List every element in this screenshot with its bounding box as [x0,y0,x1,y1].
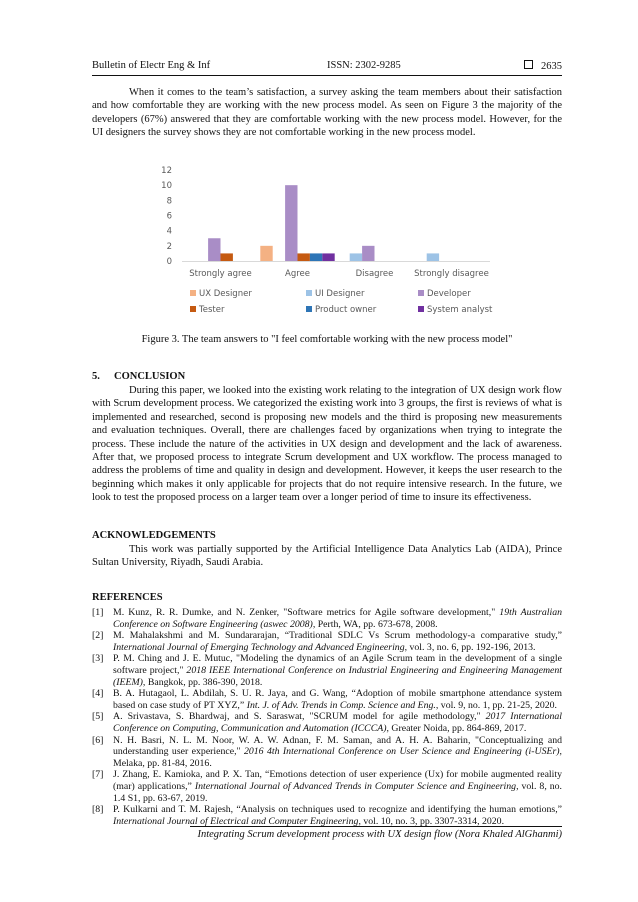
section-title: CONCLUSION [114,371,186,382]
bar-system-analyst [322,253,334,261]
y-tick-label: 8 [166,196,172,207]
x-category-label: Strongly agree [189,269,252,279]
bar-tester [221,253,233,261]
reference-details: , vol. 3, no. 6, pp. 192-196, 2013. [404,641,536,653]
reference-venue: 2017 International Conference on Computing, Communication and Automation (ICCCA) [113,711,563,734]
reference-details: , vol. 8, no. 1.4 S1, pp. 63-67, 2019. [113,780,563,804]
reference-number: [7] [92,769,104,781]
reference-details: , vol. 9, no. 1, pp. 21-25, 2020. [435,699,557,711]
legend-label: UX Designer [199,289,252,299]
legend-swatch [418,306,424,312]
bar-ui-designer [350,253,362,261]
y-tick-label: 0 [166,257,172,267]
reference-item [92,653,562,688]
journal-name: Bulletin of Electr Eng & Inf [92,60,211,71]
reference-number: [1] [92,607,104,618]
legend-swatch [306,306,312,312]
bar-developer [208,238,220,261]
reference-item [92,688,562,711]
page-header [92,60,562,76]
reference-number: [5] [92,711,104,723]
reference-authors-title: A. Srivastava, S. Bhardwaj, and S. Saraswat, "SCRUM model for agile methodology," [113,711,486,723]
reference-number: [2] [92,630,104,642]
page-number-block [524,60,562,72]
references-list [92,607,562,827]
reference-item [92,630,562,653]
issn: ISSN: 2302-9285 [327,60,401,71]
bar-product-owner [310,253,322,261]
legend-swatch [190,290,196,296]
bar-chart [150,162,500,327]
legend-label: Tester [199,305,225,315]
bar-tester [298,253,310,261]
y-tick-label: 10 [161,181,172,192]
legend-swatch [418,290,424,296]
references-heading: REFERENCES [92,592,163,603]
reference-venue: Int. J. of Adv. Trends in Comp. Science and Eng. [246,699,436,711]
bar-ux-designer [260,246,272,261]
reference-details: , vol. 10, no. 3, pp. 3307-3314, 2020. [358,815,505,827]
legend-label: System analyst [427,305,493,315]
section-number: 5. [92,371,100,382]
conclusion-text: During this paper, we looked into the existing work relating to the integration of UX design work flow with Scrum development process. We categorized the existing work into 3 groups, the first is reviews of what is implemented and researched, second is proposing new models and the third is proposing new measurements and evaluation techniques. Overall, there are challenges faced by organizations when trying to integrate the process. These include the nature of the activities in UX design and development and the lack of awareness. After that, we proposed process to integrate Scrum development and UX workflow. The process managed to address the problems of time and quality in design and development. However, it keeps the user research to the beginning which makes it only applicable for projects that do not require intensive research. In the future, we look to test the proposed process on a larger team over a longer period of time to insure its effectiveness. [92,385,562,504]
acknowledgements-text: This work was partially supported by the Artificial Intelligence Data Analytics Lab (AIDA), Prince Sultan University, Riyadh, Saudi Arabia. [92,544,562,569]
reference-authors-title: N. H. Basri, N. L. M. Noor, W. A. W. Adnan, F. M. Saman, and A. H. A. Baharin, "Conceptualizing and understanding user experience," [113,734,562,758]
reference-authors-title: M. Kunz, R. R. Dumke, and N. Zenker, "Software metrics for Agile software development," [113,607,500,618]
y-tick-label: 2 [166,241,172,252]
reference-authors-title: P. M. Ching and J. E. Mutuc, "Modeling the dynamics of an Agile Scrum team in the development of a single software project," [113,653,562,676]
reference-number: [4] [92,688,104,700]
reference-venue: 19th Australian Conference on Software Engineering (aswec 2008) [113,607,562,630]
reference-details: , Bangkok, pp. 386-390, 2018. [142,676,263,688]
reference-venue: International Journal of Emerging Technology and Advanced Engineering [113,641,405,653]
running-footer: Integrating Scrum development process with UX design flow (Nora Khaled AlGhanmi) [197,829,562,840]
header-rule [92,75,562,76]
reference-number: [8] [92,804,104,816]
reference-item [92,769,562,804]
reference-details: , Perth, WA, pp. 673-678, 2008. [312,618,438,630]
x-category-label: Disagree [355,269,394,279]
legend-label: Product owner [315,305,377,315]
y-tick-label: 4 [166,226,172,237]
figure-3-chart [150,162,500,327]
reference-venue: 2018 IEEE International Conference on Industrial Engineering and Engineering Management (IEEM) [113,664,563,688]
reference-item [92,607,562,630]
footer-rule [190,826,562,827]
checkbox-square-icon [524,60,533,69]
legend-swatch [190,306,196,312]
legend-label: UI Designer [315,289,365,299]
bar-developer [285,185,297,261]
reference-venue: International Journal of Advanced Trends in Computer Science and Engineering [194,780,517,792]
bar-developer [362,246,374,261]
acknowledgements-heading: ACKNOWLEDGEMENTS [92,530,216,541]
reference-item [92,804,562,827]
intro-paragraph: When it comes to the team’s satisfaction, a survey asking the team members about their satisfaction and how comfortable they are working with the new process model. As seen on Figure 3 the majority of the developers (67%) answered that they are comfortable working with the new process model. However, for the UI designers the survey shows they are not comfortable working in the new process model. [92,87,562,139]
legend-swatch [306,290,312,296]
reference-details: , Melaka, pp. 81-84, 2016. [113,746,562,769]
x-category-label: Strongly disagree [414,269,489,279]
reference-number: [6] [92,734,104,746]
reference-authors-title: J. Zhang, E. Kamioka, and P. X. Tan, “Emotions detection of user experience (Ux) for mobile augmented reality (mar) applications,” [113,769,562,792]
x-category-label: Agree [285,269,310,279]
reference-authors-title: B. A. Hutagaol, L. Abdilah, S. U. R. Jaya, and G. Wang, “Adoption of mobile smartphone attendance system based on case study of PT XYZ,” [113,688,562,711]
figure-caption: Figure 3. The team answers to "I feel comfortable working with the new process model" [141,334,513,345]
reference-authors-title: M. Mahalakshmi and M. Sundararajan, “Traditional SDLC Vs Scrum methodology-a comparative study,” [113,630,562,642]
y-tick-label: 12 [161,166,172,176]
y-tick-label: 6 [166,211,172,222]
reference-venue: 2016 4th International Conference on User Science and Engineering (i-USEr) [243,746,560,758]
reference-venue: International Journal of Electrical and Computer Engineering [113,815,359,827]
reference-authors-title: P. Kulkarni and T. M. Rajesh, “Analysis on techniques used to recognize and identifying the human emotions,” [113,804,562,816]
conclusion-heading [92,371,185,382]
bar-ui-designer [427,253,439,261]
reference-details: , Greater Noida, pp. 864-869, 2017. [386,722,527,734]
reference-item [92,735,562,770]
page-number: 2635 [541,61,562,72]
legend-label: Developer [427,289,471,299]
reference-item [92,711,562,734]
reference-number: [3] [92,653,104,665]
